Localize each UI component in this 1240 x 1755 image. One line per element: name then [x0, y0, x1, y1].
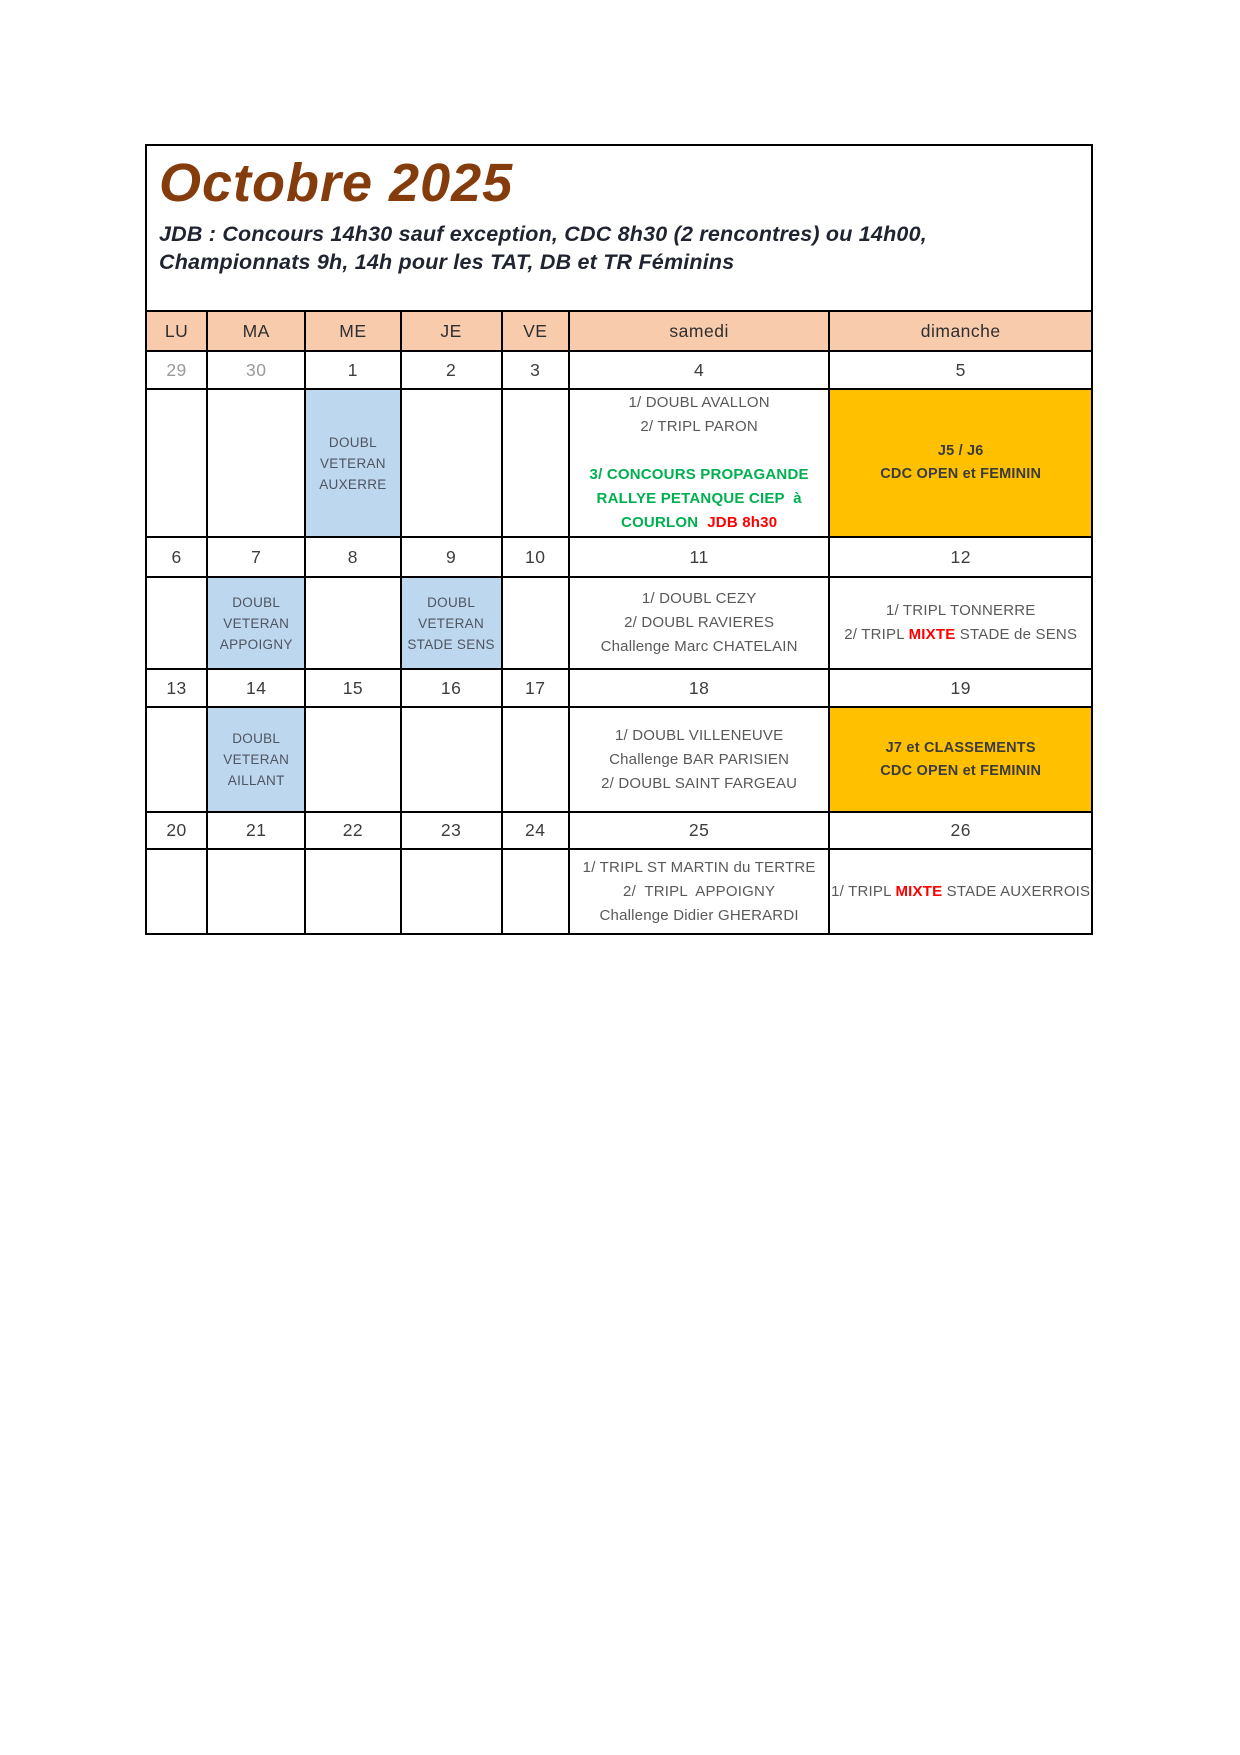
- calendar-table: [145, 310, 1093, 935]
- date-cell: 20: [146, 812, 207, 849]
- schedule-note-line1: JDB : Concours 14h30 sauf exception, CDC 8h30 (2 rencontres) ou 14h00,: [159, 222, 927, 247]
- date-cell: 21: [207, 812, 305, 849]
- event-line: [830, 623, 1091, 647]
- weekday-header-samedi: samedi: [569, 311, 830, 351]
- date-cell: 12: [829, 537, 1092, 577]
- samedi-event-cell: [569, 577, 830, 669]
- date-cell: 23: [401, 812, 502, 849]
- event-text: 1/ TRIPL: [831, 882, 896, 900]
- date-cell: 8: [305, 537, 400, 577]
- dimanche-event-cell: [829, 577, 1092, 669]
- samedi-event-cell: [569, 707, 830, 812]
- event-row-week3: [146, 707, 1092, 812]
- date-cell: 6: [146, 537, 207, 577]
- event-line: 1/ DOUBL CEZY: [641, 590, 757, 607]
- samedi-event-cell: [569, 389, 830, 537]
- date-cell: 2: [401, 351, 502, 389]
- empty-cell: [207, 849, 305, 934]
- event-line: 1/ DOUBL VILLENEUVE: [614, 726, 784, 744]
- event-line: 2/ DOUBL SAINT FARGEAU: [601, 774, 798, 792]
- event-line: [570, 511, 829, 535]
- event-line: 3/ CONCOURS PROPAGANDE: [589, 466, 809, 483]
- empty-cell: [502, 577, 569, 669]
- event-line: Challenge Didier GHERARDI: [599, 906, 799, 924]
- event-line: 2/ TRIPL PARON: [640, 418, 758, 435]
- event-line: VETERAN: [223, 752, 290, 767]
- date-cell: 26: [829, 812, 1092, 849]
- event-text: STADE de SENS: [955, 626, 1078, 643]
- cdc-event-cell: [829, 707, 1092, 812]
- weekday-header-me: ME: [305, 311, 400, 351]
- event-row-week1: [146, 389, 1092, 537]
- date-cell: 10: [502, 537, 569, 577]
- event-line: CDC OPEN et FEMININ: [880, 466, 1042, 482]
- weekday-header-ma: MA: [207, 311, 305, 351]
- event-line: Challenge Marc CHATELAIN: [600, 638, 798, 655]
- empty-cell: [305, 577, 400, 669]
- event-mixte-label: MIXTE: [908, 626, 956, 643]
- event-location: COURLON: [621, 514, 699, 531]
- empty-cell: [502, 849, 569, 934]
- weekday-header-ve: VE: [502, 311, 569, 351]
- schedule-note-line2: Championnats 9h, 14h pour les TAT, DB et TR Féminins: [159, 250, 735, 275]
- date-cell: 14: [207, 669, 305, 707]
- event-row-week2: [146, 577, 1092, 669]
- event-line: DOUBL: [232, 594, 281, 610]
- event-line: 1/ DOUBL AVALLON: [628, 394, 770, 411]
- veteran-event-cell: [401, 577, 502, 669]
- weekday-header-lu: LU: [146, 311, 207, 351]
- event-line: VETERAN: [418, 615, 485, 631]
- event-line: DOUBL: [427, 594, 476, 610]
- date-cell: 1: [305, 351, 400, 389]
- date-cell: 13: [146, 669, 207, 707]
- event-line: 1/ TRIPL TONNERRE: [885, 602, 1036, 619]
- event-line: J7 et CLASSEMENTS: [885, 739, 1036, 756]
- date-cell: 22: [305, 812, 400, 849]
- month-title: Octobre 2025: [159, 153, 514, 213]
- cdc-event-cell: [829, 389, 1092, 537]
- date-cell: 19: [829, 669, 1092, 707]
- date-row-week3: [146, 669, 1092, 707]
- date-cell: 11: [569, 537, 830, 577]
- empty-cell: [401, 389, 502, 537]
- date-cell: 3: [502, 351, 569, 389]
- empty-cell: [305, 707, 400, 812]
- date-row-week1: [146, 351, 1092, 389]
- weekday-header-dimanche: dimanche: [829, 311, 1092, 351]
- event-time: JDB 8h30: [707, 514, 778, 531]
- event-mixte-label: MIXTE: [895, 882, 943, 900]
- empty-cell: [146, 389, 207, 537]
- event-line: 1/ TRIPL ST MARTIN du TERTRE: [582, 858, 816, 876]
- empty-cell: [401, 707, 502, 812]
- veteran-event-cell: [207, 577, 305, 669]
- schedule-note: [159, 220, 1079, 276]
- date-cell: 25: [569, 812, 830, 849]
- event-line: VETERAN: [223, 615, 290, 631]
- date-cell: 5: [829, 351, 1092, 389]
- event-line: DOUBL: [328, 434, 377, 450]
- date-cell: 4: [569, 351, 830, 389]
- empty-cell: [146, 577, 207, 669]
- dimanche-event-cell: [829, 849, 1092, 934]
- event-line-spacer: [570, 439, 829, 463]
- date-row-week4: [146, 812, 1092, 849]
- weekday-header-row: [146, 311, 1092, 351]
- date-cell: 30: [207, 351, 305, 389]
- event-line: AILLANT: [227, 773, 285, 788]
- event-row-week4: [146, 849, 1092, 934]
- date-cell: 7: [207, 537, 305, 577]
- empty-cell: [146, 849, 207, 934]
- empty-cell: [305, 849, 400, 934]
- weekday-header-je: JE: [401, 311, 502, 351]
- samedi-event-cell: [569, 849, 830, 934]
- event-line: RALLYE PETANQUE CIEP à: [596, 490, 802, 507]
- empty-cell: [146, 707, 207, 812]
- veteran-event-cell: [305, 389, 400, 537]
- date-cell: 17: [502, 669, 569, 707]
- event-line: DOUBL: [232, 731, 281, 746]
- event-text: STADE AUXERROIS: [942, 882, 1091, 900]
- event-line: [830, 880, 1091, 904]
- empty-cell: [502, 707, 569, 812]
- empty-cell: [401, 849, 502, 934]
- event-line: CDC OPEN et FEMININ: [880, 762, 1042, 779]
- veteran-event-cell: [207, 707, 305, 812]
- date-cell: 29: [146, 351, 207, 389]
- event-text: 2/ TRIPL: [844, 626, 909, 643]
- date-cell: 16: [401, 669, 502, 707]
- date-cell: 18: [569, 669, 830, 707]
- calendar-document: [145, 144, 1093, 935]
- date-cell: 9: [401, 537, 502, 577]
- event-line: J5 / J6: [937, 443, 984, 459]
- event-line: STADE SENS: [407, 636, 495, 652]
- title-block: [145, 144, 1093, 310]
- empty-cell: [502, 389, 569, 537]
- event-line: 2/ TRIPL APPOIGNY: [623, 882, 776, 900]
- date-cell: 15: [305, 669, 400, 707]
- empty-cell: [207, 389, 305, 537]
- event-line: APPOIGNY: [219, 636, 293, 652]
- event-line: Challenge BAR PARISIEN: [609, 750, 790, 768]
- date-row-week2: [146, 537, 1092, 577]
- event-line: 2/ DOUBL RAVIERES: [624, 614, 775, 631]
- event-line: VETERAN: [319, 455, 386, 471]
- event-line: AUXERRE: [319, 476, 387, 492]
- date-cell: 24: [502, 812, 569, 849]
